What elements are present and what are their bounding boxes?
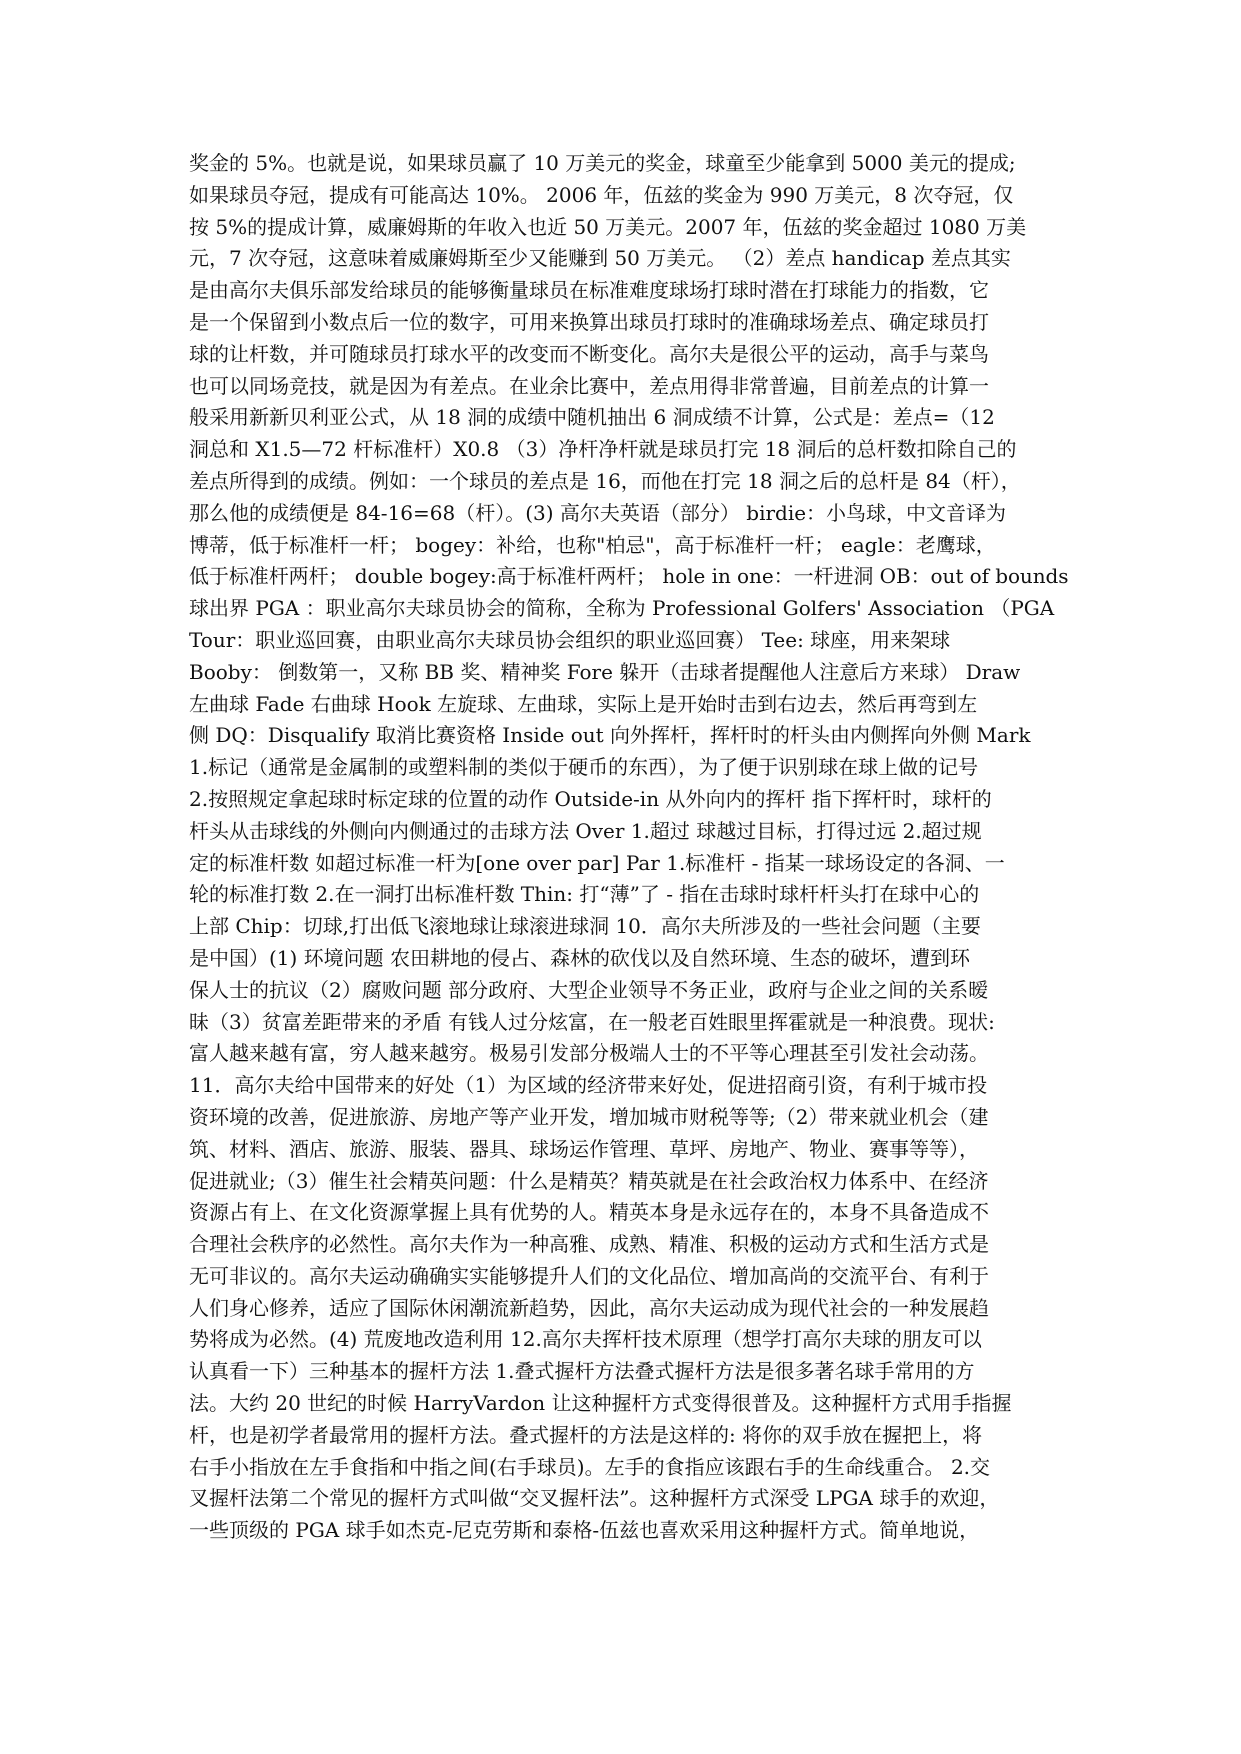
text-line: 如果球员夺冠，提成有可能高达 10%。 2006 年，伍兹的奖金为 990 万美元，8 次夺冠，仅	[189, 182, 1014, 207]
text-line: 无可非议的。高尔夫运动确确实实能够提升人们的文化品位、增加高尚的交流平台、有利于	[189, 1263, 989, 1288]
text-line: 洞总和 X1.5—72 杆标准杆）X0.8 （3）净杆净杆就是球员打完 18 洞后的总杆数扣除自己的	[189, 437, 1017, 462]
text-line: 法。大约 20 世纪的时候 HarryVardon 让这种握杆方式变得很普及。这种握杆方式用手指握	[189, 1391, 1012, 1416]
text-line: 人们身心修养，适应了国际休闲潮流新趋势，因此，高尔夫运动成为现代社会的一种发展趋	[189, 1295, 989, 1320]
body-text	[189, 148, 1069, 1547]
text-line: 筑、材料、酒店、旅游、服装、器具、球场运作管理、草坪、房地产、物业、赛事等等），	[189, 1136, 979, 1161]
text-line: 是中国）(1) 环境问题 农田耕地的侵占、森林的砍伐以及自然环境、生态的破坏，遭到环	[189, 945, 971, 970]
text-line: 定的标准杆数 如超过标准一杆为[one over par] Par 1.标准杆 - 指某一球场设定的各洞、一	[189, 850, 1005, 875]
text-line: 低于标准杆两杆； double bogey:高于标准杆两杆； hole in one：一杆进洞 OB：out of bounds	[189, 564, 1069, 589]
text-line: 球出界 PGA ：职业高尔夫球员协会的简称，全称为 Professional Golfers' Association （PGA	[189, 596, 1055, 621]
text-line: Booby： 倒数第一，又称 BB 奖、精神奖 Fore 躲开（击球者提醒他人注意后方来球） Draw	[189, 659, 1021, 684]
text-line: 一些顶级的 PGA 球手如杰克-尼克劳斯和泰格-伍兹也喜欢采用这种握杆方式。简单地说，	[189, 1518, 980, 1543]
text-line: 也可以同场竞技，就是因为有差点。在业余比赛中，差点用得非常普遍，目前差点的计算一	[189, 373, 989, 398]
text-line: 左曲球 Fade 右曲球 Hook 左旋球、左曲球，实际上是开始时击到右边去，然后再弯到左	[189, 691, 978, 716]
text-line: 1.标记（通常是金属制的或塑料制的类似于硬币的东西），为了便于识别球在球上做的记号	[189, 755, 979, 780]
text-line: 资源占有上、在文化资源掌握上具有优势的人。精英本身是永远存在的，本身不具备造成不	[189, 1200, 989, 1225]
text-line: 博蒂，低于标准杆一杆； bogey：补给，也称"柏忌"，高于标准杆一杆； eagle：老鹰球，	[189, 532, 996, 557]
text-line: 是由高尔夫俱乐部发给球员的能够衡量球员在标准难度球场打球时潜在打球能力的指数，它	[189, 278, 989, 303]
text-line: 富人越来越有富，穷人越来越穷。极易引发部分极端人士的不平等心理甚至引发社会动荡。	[189, 1041, 989, 1066]
text-line: 差点所得到的成绩。例如：一个球员的差点是 16，而他在打完 18 洞之后的总杆是 84（杆），	[189, 468, 1021, 493]
text-line: 上部 Chip：切球,打出低飞滚地球让球滚进球洞 10．高尔夫所涉及的一些社会问题（主要	[189, 914, 981, 939]
text-line: 11．高尔夫给中国带来的好处（1）为区域的经济带来好处，促进招商引资，有利于城市投	[189, 1073, 988, 1098]
text-line: 昧（3）贫富差距带来的矛盾 有钱人过分炫富，在一般老百姓眼里挥霍就是一种浪费。现状:	[189, 1009, 995, 1034]
text-line: 势将成为必然。(4) 荒废地改造利用 12.高尔夫挥杆技术原理（想学打高尔夫球的朋友可以	[189, 1327, 982, 1352]
text-line: 右手小指放在左手食指和中指之间(右手球员)。左手的食指应该跟右手的生命线重合。 2.交	[189, 1454, 991, 1479]
text-line: 那么他的成绩便是 84-16=68（杆）。(3) 高尔夫英语（部分） birdie：小鸟球，中文音译为	[189, 500, 1007, 525]
text-line: 保人士的抗议（2）腐败问题 部分政府、大型企业领导不务正业，政府与企业之间的关系暧	[189, 977, 989, 1002]
text-line: 轮的标准打数 2.在一洞打出标准杆数 Thin: 打“薄”了 - 指在击球时球杆杆头打在球中心的	[189, 882, 980, 907]
text-line: 按 5%的提成计算，威廉姆斯的年收入也近 50 万美元。2007 年，伍兹的奖金超过 1080 万美	[189, 214, 1027, 239]
text-line: 是一个保留到小数点后一位的数字，可用来换算出球员打球时的准确球场差点、确定球员打	[189, 309, 989, 334]
text-line: 侧 DQ：Disqualify 取消比赛资格 Inside out 向外挥杆，挥杆时的杆头由内侧挥向外侧 Mark	[189, 723, 1031, 748]
text-line: 杆，也是初学者最常用的握杆方法。叠式握杆的方法是这样的: 将你的双手放在握把上，将	[189, 1422, 983, 1447]
text-line: 合理社会秩序的必然性。高尔夫作为一种高雅、成熟、精准、积极的运动方式和生活方式是	[189, 1232, 989, 1257]
text-line: 2.按照规定拿起球时标定球的位置的动作 Outside-in 从外向内的挥杆 指下挥杆时，球杆的	[189, 786, 992, 811]
text-line: 资环境的改善，促进旅游、房地产等产业开发，增加城市财税等等;（2）带来就业机会（建	[189, 1104, 989, 1129]
text-line: 般采用新新贝利亚公式，从 18 洞的成绩中随机抽出 6 洞成绩不计算，公式是：差点=（12	[189, 405, 995, 430]
text-line: 叉握杆法第二个常见的握杆方式叫做“交叉握杆法”。这种握杆方式深受 LPGA 球手的欢迎，	[189, 1486, 1000, 1511]
text-line: 元，7 次夺冠，这意味着威廉姆斯至少又能赚到 50 万美元。 （2）差点 handicap 差点其实	[189, 246, 1011, 271]
text-line: 球的让杆数，并可随球员打球水平的改变而不断变化。高尔夫是很公平的运动，高手与菜鸟	[189, 341, 989, 366]
text-line: 杆头从击球线的外侧向内侧通过的击球方法 Over 1.超过 球越过目标，打得过远 2.超过规	[189, 818, 982, 843]
text-line: 奖金的 5%。也就是说，如果球员赢了 10 万美元的奖金，球童至少能拿到 5000 美元的提成;	[189, 151, 1016, 175]
text-line: 促进就业;（3）催生社会精英问题：什么是精英？精英就是在社会政治权力体系中、在经济	[189, 1168, 989, 1193]
text-line: 认真看一下）三种基本的握杆方法 1.叠式握杆方法叠式握杆方法是很多著名球手常用的方	[189, 1359, 975, 1384]
text-line: Tour：职业巡回赛，由职业高尔夫球员协会组织的职业巡回赛） Tee: 球座，用来架球	[189, 627, 951, 652]
